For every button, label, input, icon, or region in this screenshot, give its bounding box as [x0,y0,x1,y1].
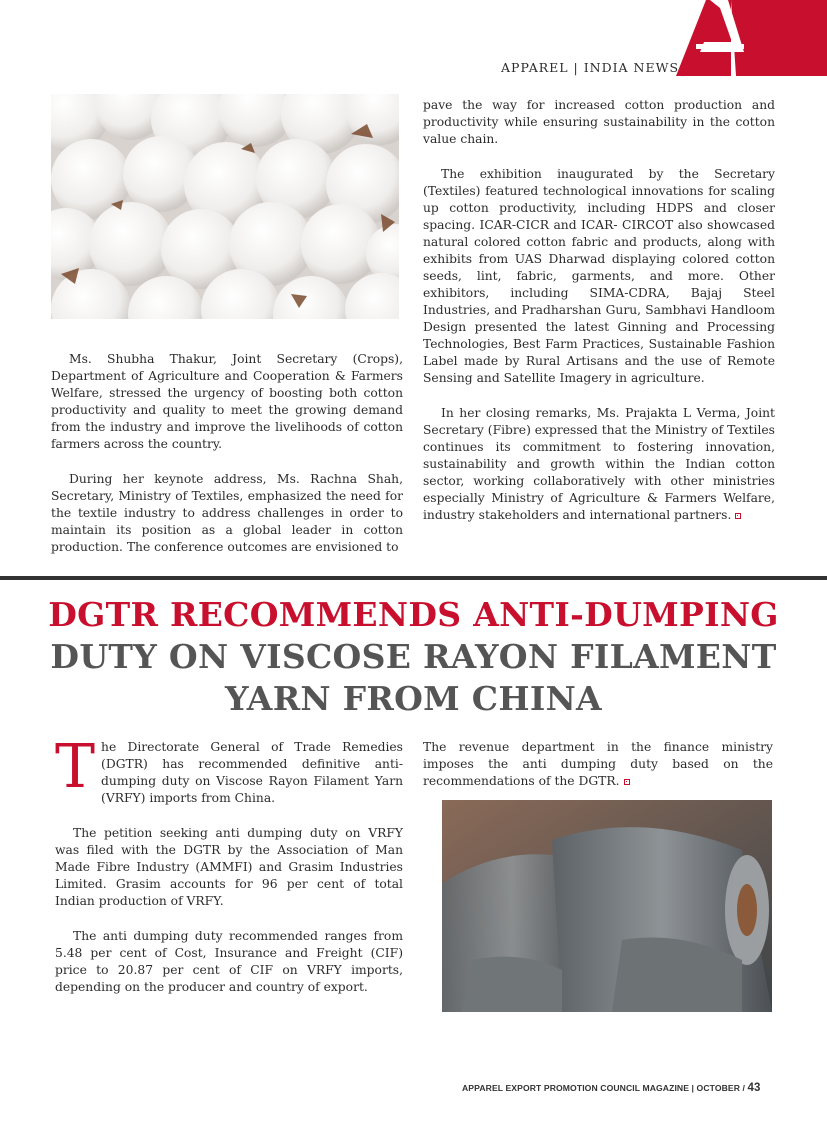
lead-paragraph: The Directorate General of Trade Remedies (DGTR) has recommended definitive anti-dumping duty on Viscose Rayon Filament Yarn (VRFY) imports from China. [55,732,403,805]
top-article-left-column [51,351,403,556]
closing-paragraph: In her closing remarks, Ms. Prajakta L Verma, Joint Secretary (Fibre) expressed that the Ministry of Textiles continues its commitment to fostering innovation, sustainability and growth within the Indian cotton sector, working collaboratively with other ministries especially Ministry of Agriculture & Farmers Welfare, industry stakeholders and international partners. [423,406,775,522]
paragraph: The petition seeking anti dumping duty on VRFY was filed with the DGTR by the Association of Man Made Fibre Industry (AMMFI) and Grasim Industries Limited. Grasim accounts for 96 per cent of total Indian production of VRFY. [55,826,403,908]
bottom-article-left-column [55,732,403,996]
paragraph: The exhibition inaugurated by the Secretary (Textiles) featured technological innovations for scaling up cotton productivity, including HDPS and closer spacing. ICAR-CICR and ICAR- CIRCOT also showcased natural colored cotton fabric and products, along with exhibits from UAS Dharwad displaying colored cotton seeds, lint, fabric, garments, and more. Other exhibitors, including SIMA-CDRA, Bajaj Steel Industries, and Pradharshan Guru, Sambhavi Handloom Design presented the latest Ginning and Processing Technologies, Best Farm Practices, Sustainable Fashion Label made by Rural Artisans and the use of Remote Sensing and Satellite Imagery in agriculture. [423,167,775,385]
headline-line-2: DUTY ON VISCOSE RAYON FILAMENT [50,637,777,676]
magazine-logo [676,0,827,76]
paragraph: Ms. Shubha Thakur, Joint Secretary (Crops), Department of Agriculture and Cooperation & Farmers Welfare, stressed the urgency of boosting both cotton productivity and quality to meet the growing demand from the industry and improve the livelihoods of cotton farmers across the country. [51,352,403,451]
magazine-label: APPAREL EXPORT PROMOTION COUNCIL MAGAZINE | OCTOBER / [462,1083,746,1093]
paragraph: The revenue department in the finance ministry imposes the anti dumping duty based on the recommendations of the DGTR. [423,740,773,788]
headline-line-3: YARN FROM CHINA [225,679,602,718]
section-label: APPAREL | INDIA NEWS [501,60,680,75]
yarn-cones-photo [442,800,772,1012]
page-number: 43 [747,1082,761,1094]
drop-cap: T [55,732,96,802]
top-article-right-column [423,97,775,524]
paragraph: The anti dumping duty recommended ranges from 5.48 per cent of Cost, Insurance and Freight (CIF) price to 20.87 per cent of CIF on VRFY imports, depending on the producer and country of export. [55,929,403,994]
end-of-article-icon [624,779,630,785]
bottom-article-right-column [423,739,773,790]
section-divider [0,576,827,580]
paragraph: During her keynote address, Ms. Rachna Shah, Secretary, Ministry of Textiles, emphasized the need for the textile industry to address challenges in order to maintain its position as a global leader in cotton production. The conference outcomes are envisioned to [51,472,403,554]
end-of-article-icon [735,513,741,519]
paragraph: pave the way for increased cotton production and productivity while ensuring sustainability in the cotton value chain. [423,98,775,146]
page-footer [462,1082,761,1094]
cotton-bolls-photo [51,94,399,319]
headline-line-1: DGTR RECOMMENDS ANTI-DUMPING [48,595,779,634]
